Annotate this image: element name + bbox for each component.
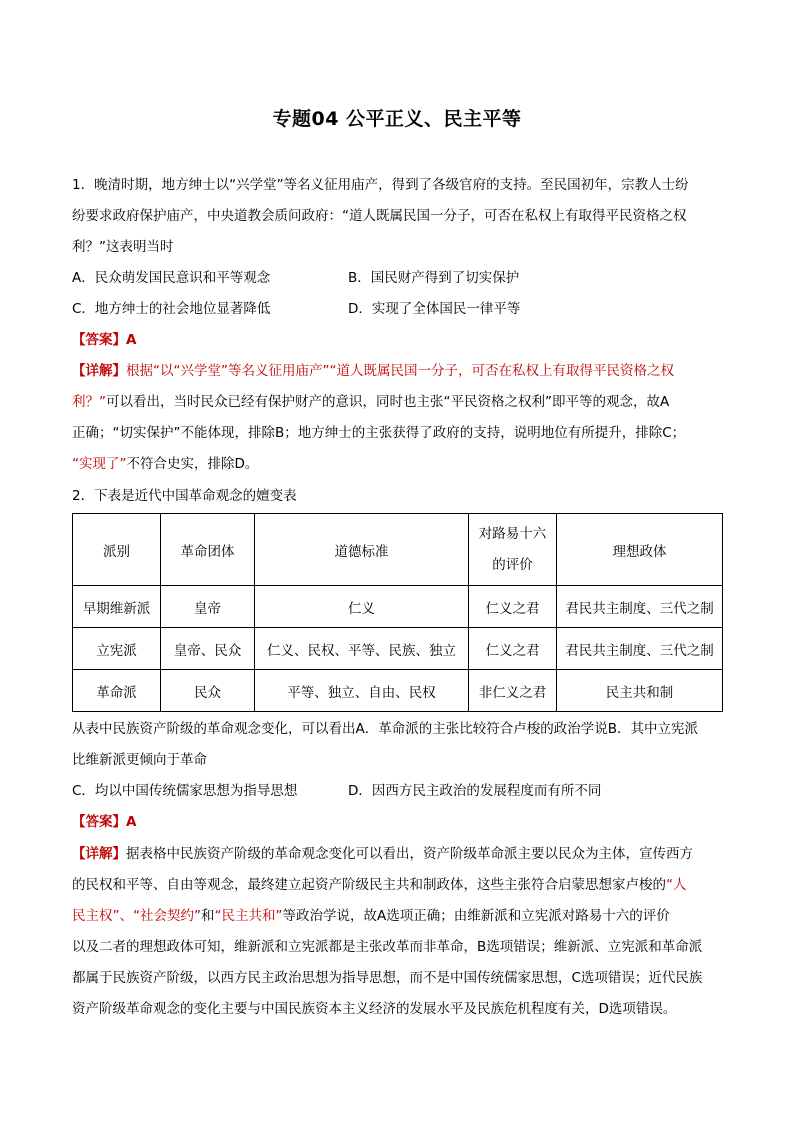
option-d: D．因西方民主政治的发展程度而有所不同 [348,783,602,799]
table-cell: 民主共和制 [557,670,723,712]
option-c: C．均以中国传统儒家思想为指导思想 [72,783,298,799]
question-2-options-row [72,776,722,807]
detail-text: 根据“以“兴学堂”等名义征用庙产”“道人既属民国一分子，可否在私权上有取得平民资格之权 [126,363,674,379]
table-header-cell: 道德标准 [255,514,469,586]
option-a: A．民众萌发国民意识和平等观念 [72,270,271,286]
question-2-detail [72,839,722,1025]
detail-text: 都属于民族资产阶级，以西方民主政治思想为指导思想，而不是中国传统儒家思想，C选项错误；近代民族 [72,970,703,986]
question-2-stem: 2．下表是近代中国革命观念的嬗变表 [72,488,297,504]
table-cell: 立宪派 [73,628,161,670]
table-cell: 仁义、民权、平等、民族、独立 [255,628,469,670]
table-row [73,628,723,670]
detail-text: “人 [666,877,687,893]
detail-text: 的民权和平等、自由等观念，最终建立起资产阶级民主共和制政体，这些主张符合启蒙思想家卢梭的 [72,877,666,893]
question-2-answer [72,807,722,838]
table-cell: 仁义之君 [469,586,557,628]
detail-text: 民主权”、“社会契约” [72,908,201,924]
table-header-cell: 革命团体 [161,514,255,586]
question-1-line: 1．晚清时期，地方绅士以“兴学堂”等名义征用庙产，得到了各级官府的支持。至民国初年，宗教人士纷 [72,177,689,193]
revolution-table [72,513,723,712]
answer-label: 【答案】 [72,814,126,830]
answer-label: 【答案】 [72,332,126,348]
option-b: B．国民财产得到了切实保护 [348,270,520,286]
answer-value: A [126,814,137,830]
question-1-detail [72,356,722,480]
detail-text: 不符合史实，排除D。 [126,456,259,472]
answer-value: A [126,332,137,348]
table-header-cell: 派别 [73,514,161,586]
page-title: 专题04 公平正义、民主平等 [272,108,522,130]
table-cell: 仁义之君 [469,628,557,670]
table-cell: 平等、独立、自由、民权 [255,670,469,712]
question-1-line: 利？”这表明当时 [72,239,174,255]
question-1-options-row-1 [72,263,722,294]
detail-text: 等政治学说，故A选项正确；由维新派和立宪派对路易十六的评价 [282,908,670,924]
table-cell: 民众 [161,670,255,712]
detail-text: 和 [200,908,215,924]
table-row [73,670,723,712]
table-cell: 仁义 [255,586,469,628]
table-header-cell: 理想政体 [557,514,723,586]
detail-text: 据表格中民族资产阶级的革命观念变化可以看出，资产阶级革命派主要以民众为主体，宣传西方 [126,846,693,862]
detail-text: “民主共和” [214,908,283,924]
question-1-answer [72,325,722,356]
table-cell: 君民共主制度、三代之制 [557,628,723,670]
table-cell: 早期维新派 [73,586,161,628]
question-1-options-row-2 [72,294,722,325]
detail-text: 可以看出，当时民众已经有保护财产的意识，同时也主张“平民资格之权利”即平等的观念，故A [106,394,670,410]
table-header-cell: 对路易十六 的评价 [469,514,557,586]
option-d: D．实现了全体国民一律平等 [348,301,521,317]
detail-text: 利？” [72,394,106,410]
question-1-stem [72,170,722,263]
table-header-row [73,514,723,586]
detail-label: 【详解】 [72,363,126,379]
option-c: C．地方绅士的社会地位显著降低 [72,301,271,317]
detail-text: 以及二者的理想政体可知，维新派和立宪派都是主张改革而非革命，B选项错误；维新派、立宪派和革命派 [72,939,703,955]
question-2-after-table: 从表中民族资产阶级的革命观念变化，可以看出A．革命派的主张比较符合卢梭的政治学说B．其中立宪派 比维新派更倾向于革命 [72,721,698,768]
detail-text: 资产阶级革命观念的变化主要与中国民族资本主义经济的发展水平及民族危机程度有关，D选项错误。 [72,1001,677,1017]
table-cell: 皇帝 [161,586,255,628]
table-row [73,586,723,628]
question-1-line: 纷要求政府保护庙产，中央道教会质问政府：“道人既属民国一分子，可否在私权上有取得平民资格之权 [72,208,687,224]
detail-text: 正确；“切实保护”不能体现，排除B；地方绅士的主张获得了政府的支持，说明地位有所提升，排除C； [72,425,686,441]
table-cell: 革命派 [73,670,161,712]
detail-text: “实现了” [72,456,127,472]
detail-label: 【详解】 [72,846,126,862]
table-cell: 皇帝、民众 [161,628,255,670]
table-cell: 君民共主制度、三代之制 [557,586,723,628]
table-cell: 非仁义之君 [469,670,557,712]
